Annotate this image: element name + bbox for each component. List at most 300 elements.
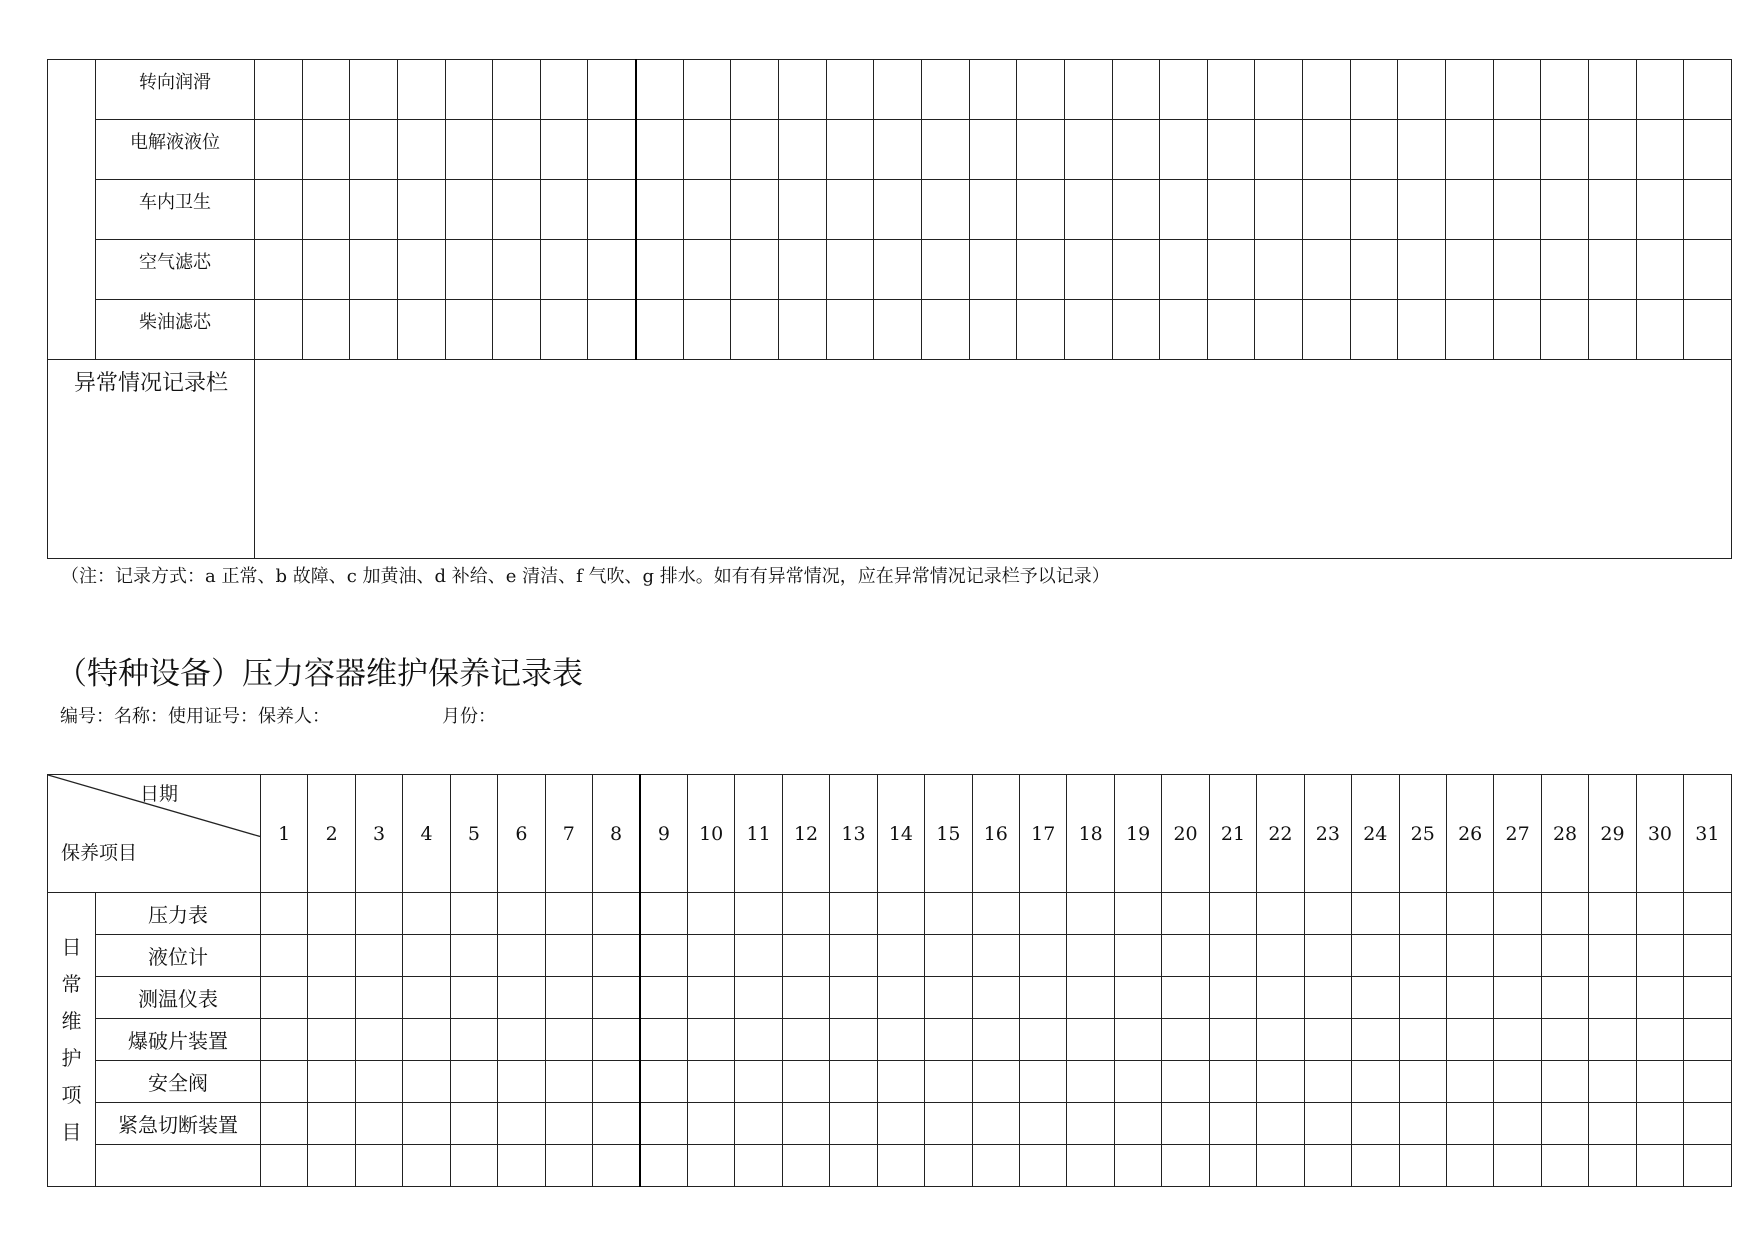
day-cell[interactable] [1588, 300, 1636, 360]
day-cell[interactable] [450, 935, 497, 977]
day-cell[interactable] [1017, 60, 1065, 120]
day-cell[interactable] [683, 300, 731, 360]
day-cell[interactable] [1494, 1019, 1541, 1061]
day-cell[interactable] [1399, 893, 1446, 935]
day-cell[interactable] [925, 1061, 972, 1103]
day-cell[interactable] [450, 1145, 497, 1187]
day-cell[interactable] [1398, 180, 1446, 240]
day-cell[interactable] [1589, 977, 1636, 1019]
day-cell[interactable] [1494, 1061, 1541, 1103]
day-cell[interactable] [302, 300, 350, 360]
day-cell[interactable] [874, 60, 922, 120]
day-cell[interactable] [782, 1145, 829, 1187]
day-cell[interactable] [261, 1145, 308, 1187]
day-cell[interactable] [1589, 1103, 1636, 1145]
day-cell[interactable] [830, 893, 877, 935]
day-cell[interactable] [1541, 180, 1589, 240]
day-cell[interactable] [1446, 60, 1494, 120]
day-cell[interactable] [683, 240, 731, 300]
day-cell[interactable] [1255, 180, 1303, 240]
day-cell[interactable] [308, 1103, 355, 1145]
day-cell[interactable] [450, 1103, 497, 1145]
day-cell[interactable] [735, 935, 782, 977]
day-cell[interactable] [1160, 300, 1208, 360]
day-cell[interactable] [1352, 1061, 1399, 1103]
day-cell[interactable] [921, 60, 969, 120]
day-cell[interactable] [1493, 120, 1541, 180]
day-cell[interactable] [1209, 1145, 1256, 1187]
day-cell[interactable] [1304, 935, 1351, 977]
day-cell[interactable] [640, 1145, 687, 1187]
day-cell[interactable] [255, 240, 303, 300]
day-cell[interactable] [921, 120, 969, 180]
day-cell[interactable] [1067, 893, 1114, 935]
day-cell[interactable] [1350, 120, 1398, 180]
day-cell[interactable] [255, 60, 303, 120]
day-cell[interactable] [540, 300, 588, 360]
day-cell[interactable] [403, 1019, 450, 1061]
day-cell[interactable] [1207, 60, 1255, 120]
day-cell[interactable] [1114, 893, 1161, 935]
day-cell[interactable] [1114, 935, 1161, 977]
day-cell[interactable] [1493, 300, 1541, 360]
day-cell[interactable] [1114, 1061, 1161, 1103]
day-cell[interactable] [1399, 1103, 1446, 1145]
day-cell[interactable] [826, 300, 874, 360]
day-cell[interactable] [731, 60, 779, 120]
day-cell[interactable] [302, 60, 350, 120]
day-cell[interactable] [498, 1061, 545, 1103]
day-cell[interactable] [450, 893, 497, 935]
day-cell[interactable] [1017, 240, 1065, 300]
day-cell[interactable] [925, 1103, 972, 1145]
day-cell[interactable] [782, 893, 829, 935]
day-cell[interactable] [261, 977, 308, 1019]
day-cell[interactable] [1020, 977, 1067, 1019]
abnormal-record-area[interactable] [255, 360, 1732, 559]
day-cell[interactable] [498, 1019, 545, 1061]
day-cell[interactable] [493, 120, 541, 180]
day-cell[interactable] [350, 300, 398, 360]
day-cell[interactable] [1020, 1103, 1067, 1145]
day-cell[interactable] [1446, 300, 1494, 360]
day-cell[interactable] [302, 180, 350, 240]
day-cell[interactable] [1067, 1061, 1114, 1103]
day-cell[interactable] [1162, 1061, 1209, 1103]
day-cell[interactable] [640, 977, 687, 1019]
day-cell[interactable] [1589, 1061, 1636, 1103]
day-cell[interactable] [1255, 240, 1303, 300]
day-cell[interactable] [1160, 240, 1208, 300]
day-cell[interactable] [1067, 1103, 1114, 1145]
day-cell[interactable] [1446, 240, 1494, 300]
day-cell[interactable] [355, 1061, 402, 1103]
day-cell[interactable] [921, 180, 969, 240]
day-cell[interactable] [1162, 977, 1209, 1019]
day-cell[interactable] [1398, 60, 1446, 120]
day-cell[interactable] [1112, 300, 1160, 360]
day-cell[interactable] [540, 180, 588, 240]
day-cell[interactable] [397, 120, 445, 180]
day-cell[interactable] [1257, 1019, 1304, 1061]
day-cell[interactable] [1112, 180, 1160, 240]
day-cell[interactable] [1303, 120, 1351, 180]
day-cell[interactable] [874, 240, 922, 300]
day-cell[interactable] [1541, 300, 1589, 360]
day-cell[interactable] [877, 1103, 924, 1145]
day-cell[interactable] [1684, 120, 1732, 180]
day-cell[interactable] [1588, 60, 1636, 120]
day-cell[interactable] [261, 935, 308, 977]
day-cell[interactable] [355, 977, 402, 1019]
day-cell[interactable] [1494, 893, 1541, 935]
day-cell[interactable] [969, 120, 1017, 180]
day-cell[interactable] [1589, 893, 1636, 935]
day-cell[interactable] [445, 180, 493, 240]
day-cell[interactable] [782, 935, 829, 977]
day-cell[interactable] [735, 1145, 782, 1187]
day-cell[interactable] [874, 180, 922, 240]
day-cell[interactable] [1255, 60, 1303, 120]
day-cell[interactable] [782, 977, 829, 1019]
day-cell[interactable] [355, 893, 402, 935]
day-cell[interactable] [1207, 240, 1255, 300]
day-cell[interactable] [972, 1061, 1019, 1103]
day-cell[interactable] [877, 1145, 924, 1187]
day-cell[interactable] [450, 1019, 497, 1061]
day-cell[interactable] [1114, 1019, 1161, 1061]
day-cell[interactable] [1541, 120, 1589, 180]
day-cell[interactable] [1589, 1019, 1636, 1061]
day-cell[interactable] [969, 240, 1017, 300]
day-cell[interactable] [1352, 935, 1399, 977]
day-cell[interactable] [261, 1103, 308, 1145]
day-cell[interactable] [687, 977, 734, 1019]
day-cell[interactable] [735, 977, 782, 1019]
day-cell[interactable] [1541, 240, 1589, 300]
day-cell[interactable] [1207, 300, 1255, 360]
day-cell[interactable] [1446, 1061, 1493, 1103]
day-cell[interactable] [1494, 977, 1541, 1019]
day-cell[interactable] [1684, 977, 1731, 1019]
day-cell[interactable] [1350, 300, 1398, 360]
day-cell[interactable] [403, 1145, 450, 1187]
day-cell[interactable] [1255, 300, 1303, 360]
day-cell[interactable] [355, 1103, 402, 1145]
day-cell[interactable] [687, 893, 734, 935]
day-cell[interactable] [1114, 977, 1161, 1019]
day-cell[interactable] [593, 1061, 640, 1103]
day-cell[interactable] [540, 120, 588, 180]
day-cell[interactable] [636, 240, 684, 300]
day-cell[interactable] [593, 893, 640, 935]
day-cell[interactable] [1112, 120, 1160, 180]
day-cell[interactable] [1684, 893, 1731, 935]
day-cell[interactable] [308, 935, 355, 977]
day-cell[interactable] [1541, 977, 1588, 1019]
day-cell[interactable] [1589, 1145, 1636, 1187]
day-cell[interactable] [261, 1061, 308, 1103]
day-cell[interactable] [445, 240, 493, 300]
day-cell[interactable] [1446, 180, 1494, 240]
day-cell[interactable] [308, 1145, 355, 1187]
day-cell[interactable] [1352, 1145, 1399, 1187]
day-cell[interactable] [972, 935, 1019, 977]
day-cell[interactable] [874, 120, 922, 180]
day-cell[interactable] [1067, 977, 1114, 1019]
day-cell[interactable] [1162, 1145, 1209, 1187]
day-cell[interactable] [1257, 977, 1304, 1019]
day-cell[interactable] [1304, 1019, 1351, 1061]
day-cell[interactable] [972, 893, 1019, 935]
day-cell[interactable] [735, 1019, 782, 1061]
day-cell[interactable] [1352, 977, 1399, 1019]
day-cell[interactable] [1493, 240, 1541, 300]
day-cell[interactable] [877, 1061, 924, 1103]
day-cell[interactable] [1541, 935, 1588, 977]
day-cell[interactable] [826, 240, 874, 300]
day-cell[interactable] [1636, 60, 1684, 120]
day-cell[interactable] [1209, 935, 1256, 977]
day-cell[interactable] [1636, 180, 1684, 240]
day-cell[interactable] [972, 977, 1019, 1019]
day-cell[interactable] [588, 240, 636, 300]
day-cell[interactable] [925, 1145, 972, 1187]
day-cell[interactable] [1636, 893, 1683, 935]
day-cell[interactable] [830, 977, 877, 1019]
day-cell[interactable] [1207, 180, 1255, 240]
day-cell[interactable] [1494, 935, 1541, 977]
day-cell[interactable] [1684, 935, 1731, 977]
day-cell[interactable] [1067, 1145, 1114, 1187]
day-cell[interactable] [1304, 1103, 1351, 1145]
day-cell[interactable] [1636, 1145, 1683, 1187]
day-cell[interactable] [683, 180, 731, 240]
day-cell[interactable] [1020, 1019, 1067, 1061]
day-cell[interactable] [1064, 120, 1112, 180]
day-cell[interactable] [1257, 1061, 1304, 1103]
day-cell[interactable] [921, 300, 969, 360]
day-cell[interactable] [1064, 240, 1112, 300]
day-cell[interactable] [450, 977, 497, 1019]
day-cell[interactable] [403, 1061, 450, 1103]
day-cell[interactable] [1399, 1061, 1446, 1103]
day-cell[interactable] [925, 893, 972, 935]
day-cell[interactable] [1446, 1103, 1493, 1145]
day-cell[interactable] [1162, 1103, 1209, 1145]
day-cell[interactable] [545, 1061, 592, 1103]
day-cell[interactable] [1304, 893, 1351, 935]
day-cell[interactable] [445, 120, 493, 180]
day-cell[interactable] [830, 935, 877, 977]
day-cell[interactable] [1303, 240, 1351, 300]
day-cell[interactable] [782, 1103, 829, 1145]
day-cell[interactable] [397, 240, 445, 300]
day-cell[interactable] [403, 893, 450, 935]
day-cell[interactable] [1162, 935, 1209, 977]
day-cell[interactable] [874, 300, 922, 360]
day-cell[interactable] [545, 893, 592, 935]
day-cell[interactable] [445, 60, 493, 120]
day-cell[interactable] [877, 1019, 924, 1061]
day-cell[interactable] [1541, 60, 1589, 120]
day-cell[interactable] [1064, 60, 1112, 120]
day-cell[interactable] [1257, 935, 1304, 977]
day-cell[interactable] [1589, 935, 1636, 977]
day-cell[interactable] [925, 935, 972, 977]
day-cell[interactable] [779, 240, 827, 300]
day-cell[interactable] [1020, 1061, 1067, 1103]
day-cell[interactable] [1350, 240, 1398, 300]
day-cell[interactable] [826, 60, 874, 120]
day-cell[interactable] [640, 935, 687, 977]
day-cell[interactable] [1209, 893, 1256, 935]
day-cell[interactable] [261, 893, 308, 935]
day-cell[interactable] [683, 60, 731, 120]
day-cell[interactable] [1257, 1103, 1304, 1145]
day-cell[interactable] [397, 300, 445, 360]
day-cell[interactable] [1493, 180, 1541, 240]
day-cell[interactable] [308, 1061, 355, 1103]
day-cell[interactable] [308, 1019, 355, 1061]
day-cell[interactable] [1160, 120, 1208, 180]
day-cell[interactable] [683, 120, 731, 180]
day-cell[interactable] [1684, 1061, 1731, 1103]
day-cell[interactable] [1636, 977, 1683, 1019]
day-cell[interactable] [540, 60, 588, 120]
day-cell[interactable] [640, 1061, 687, 1103]
day-cell[interactable] [1588, 240, 1636, 300]
day-cell[interactable] [1684, 1103, 1731, 1145]
day-cell[interactable] [1114, 1145, 1161, 1187]
day-cell[interactable] [1209, 1103, 1256, 1145]
day-cell[interactable] [1304, 1061, 1351, 1103]
day-cell[interactable] [1684, 1145, 1731, 1187]
day-cell[interactable] [1684, 240, 1732, 300]
day-cell[interactable] [355, 1145, 402, 1187]
day-cell[interactable] [636, 120, 684, 180]
day-cell[interactable] [1303, 300, 1351, 360]
day-cell[interactable] [1446, 1145, 1493, 1187]
day-cell[interactable] [1352, 1019, 1399, 1061]
day-cell[interactable] [830, 1061, 877, 1103]
day-cell[interactable] [1350, 180, 1398, 240]
day-cell[interactable] [1398, 300, 1446, 360]
day-cell[interactable] [1020, 893, 1067, 935]
day-cell[interactable] [350, 180, 398, 240]
day-cell[interactable] [593, 1019, 640, 1061]
day-cell[interactable] [498, 935, 545, 977]
day-cell[interactable] [403, 977, 450, 1019]
day-cell[interactable] [640, 1019, 687, 1061]
day-cell[interactable] [925, 977, 972, 1019]
day-cell[interactable] [588, 180, 636, 240]
day-cell[interactable] [1114, 1103, 1161, 1145]
day-cell[interactable] [498, 977, 545, 1019]
day-cell[interactable] [877, 893, 924, 935]
day-cell[interactable] [1303, 180, 1351, 240]
day-cell[interactable] [687, 935, 734, 977]
day-cell[interactable] [636, 300, 684, 360]
day-cell[interactable] [588, 60, 636, 120]
day-cell[interactable] [1446, 1019, 1493, 1061]
day-cell[interactable] [782, 1019, 829, 1061]
day-cell[interactable] [731, 240, 779, 300]
day-cell[interactable] [302, 120, 350, 180]
day-cell[interactable] [1399, 1019, 1446, 1061]
day-cell[interactable] [1684, 60, 1732, 120]
day-cell[interactable] [1446, 935, 1493, 977]
day-cell[interactable] [1160, 60, 1208, 120]
day-cell[interactable] [545, 977, 592, 1019]
day-cell[interactable] [925, 1019, 972, 1061]
day-cell[interactable] [1493, 60, 1541, 120]
day-cell[interactable] [593, 977, 640, 1019]
day-cell[interactable] [687, 1061, 734, 1103]
day-cell[interactable] [545, 1145, 592, 1187]
day-cell[interactable] [636, 180, 684, 240]
day-cell[interactable] [972, 1145, 1019, 1187]
day-cell[interactable] [1684, 180, 1732, 240]
day-cell[interactable] [255, 180, 303, 240]
day-cell[interactable] [779, 300, 827, 360]
day-cell[interactable] [545, 1019, 592, 1061]
day-cell[interactable] [921, 240, 969, 300]
day-cell[interactable] [830, 1145, 877, 1187]
day-cell[interactable] [687, 1103, 734, 1145]
day-cell[interactable] [1209, 1061, 1256, 1103]
day-cell[interactable] [1257, 893, 1304, 935]
day-cell[interactable] [1209, 1019, 1256, 1061]
day-cell[interactable] [1636, 935, 1683, 977]
day-cell[interactable] [1112, 60, 1160, 120]
day-cell[interactable] [779, 180, 827, 240]
day-cell[interactable] [308, 893, 355, 935]
day-cell[interactable] [545, 1103, 592, 1145]
day-cell[interactable] [877, 935, 924, 977]
day-cell[interactable] [397, 60, 445, 120]
day-cell[interactable] [826, 180, 874, 240]
day-cell[interactable] [1684, 300, 1732, 360]
day-cell[interactable] [640, 1103, 687, 1145]
day-cell[interactable] [687, 1145, 734, 1187]
day-cell[interactable] [403, 935, 450, 977]
day-cell[interactable] [261, 1019, 308, 1061]
day-cell[interactable] [1020, 1145, 1067, 1187]
day-cell[interactable] [1541, 1061, 1588, 1103]
day-cell[interactable] [493, 180, 541, 240]
day-cell[interactable] [498, 893, 545, 935]
day-cell[interactable] [735, 893, 782, 935]
day-cell[interactable] [1588, 120, 1636, 180]
day-cell[interactable] [1636, 120, 1684, 180]
day-cell[interactable] [972, 1103, 1019, 1145]
day-cell[interactable] [1541, 1145, 1588, 1187]
day-cell[interactable] [493, 60, 541, 120]
day-cell[interactable] [498, 1103, 545, 1145]
day-cell[interactable] [1494, 1103, 1541, 1145]
day-cell[interactable] [1257, 1145, 1304, 1187]
day-cell[interactable] [1352, 893, 1399, 935]
day-cell[interactable] [1304, 977, 1351, 1019]
day-cell[interactable] [782, 1061, 829, 1103]
day-cell[interactable] [1064, 180, 1112, 240]
day-cell[interactable] [445, 300, 493, 360]
day-cell[interactable] [545, 935, 592, 977]
day-cell[interactable] [1399, 1145, 1446, 1187]
day-cell[interactable] [687, 1019, 734, 1061]
day-cell[interactable] [1207, 120, 1255, 180]
